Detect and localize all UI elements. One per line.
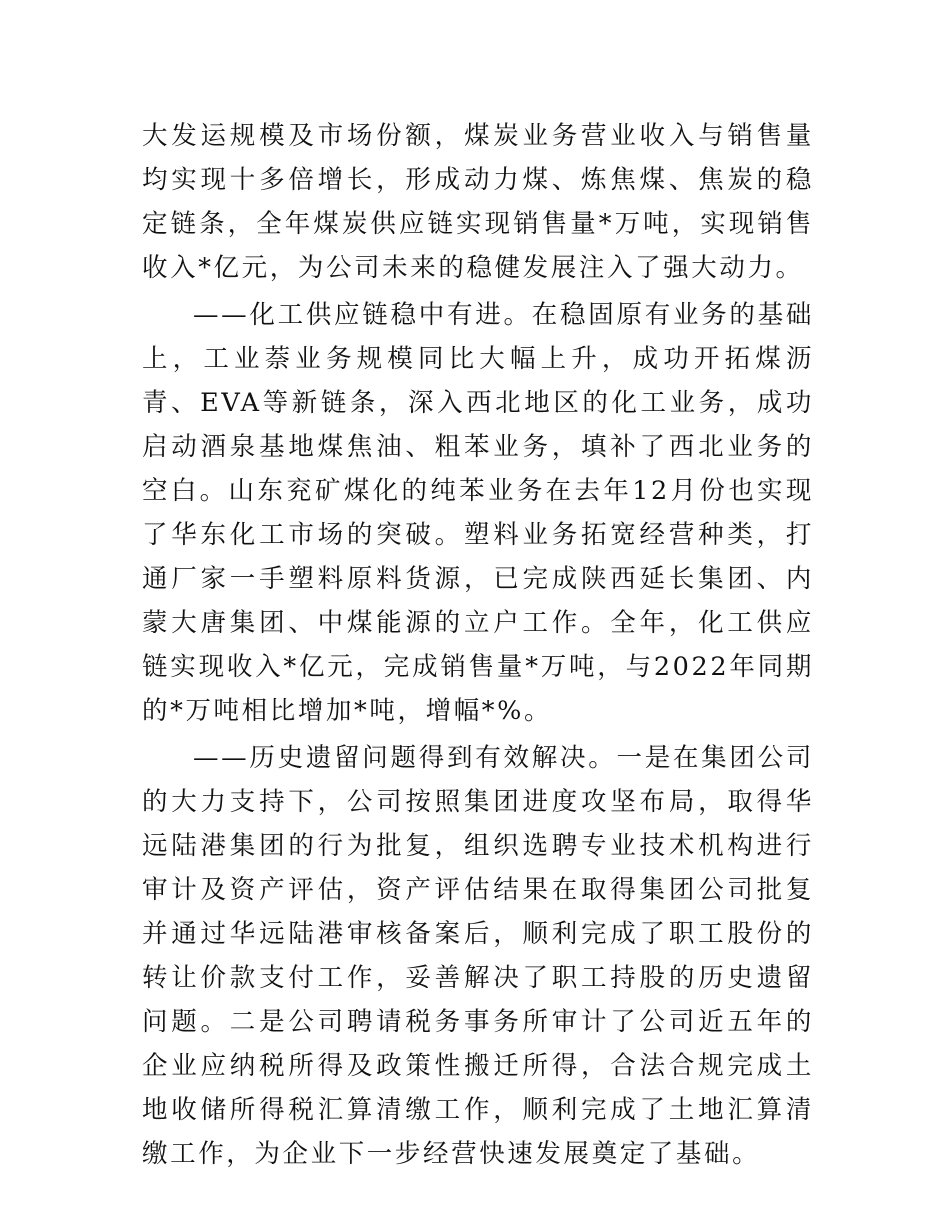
paragraph-chemical-supply-chain: ——化工供应链稳中有进。在稳固原有业务的基础上，工业萘业务规模同比大幅上升，成功开拓煤沥青、EVA等新链条，深入西北地区的化工业务，成功启动酒泉基地煤焦油、粗苯业务，填补了西北业务的空白。山东兖矿煤化的纯苯业务在去年12月份也实现了华东化工市场的突破。塑料业务拓宽经营种类，打通厂家一手塑料原料货源，已完成陕西延长集团、内蒙大唐集团、中煤能源的立户工作。全年，化工供应链实现收入*亿元，完成销售量*万吨，与2022年同期的*万吨相比增加*吨，增幅*%。 [142,300,814,726]
paragraph-coal-supply-chain: 大发运规模及市场份额，煤炭业务营业收入与销售量均实现十多倍增长，形成动力煤、炼焦煤、焦炭的稳定链条，全年煤炭供应链实现销售量*万吨，实现销售收入*亿元，为公司未来的稳健发展注入了强大动力。 [142,121,814,283]
paragraph-historical-issues: ——历史遗留问题得到有效解决。一是在集团公司的大力支持下，公司按照集团进度攻坚布局，取得华远陆港集团的行为批复，组织选聘专业技术机构进行审计及资产评估，资产评估结果在取得集团公司批复并通过华远陆港审核备案后，顺利完成了职工股份的转让价款支付工作，妥善解决了职工持股的历史遗留问题。二是公司聘请税务事务所审计了公司近五年的企业应纳税所得及政策性搬迁所得，合法合规完成土地收储所得税汇算清缴工作，顺利完成了土地汇算清缴工作，为企业下一步经营快速发展奠定了基础。 [142,743,814,1169]
document-body [142,114,814,1179]
